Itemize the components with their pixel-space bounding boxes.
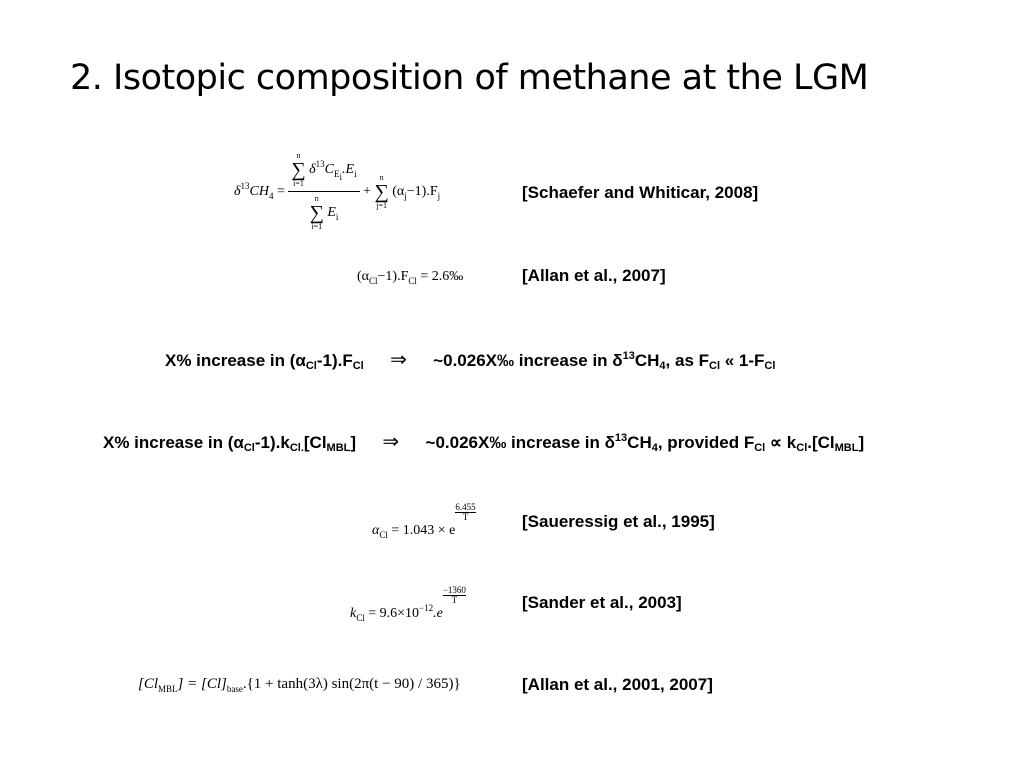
statement-fcl: X% increase in $(\alpha_{Cl}-1).F_{Cl}$ ⇒ ~0.026X‰ increase in $\delta^{13}CH_4$, as $F_{Cl}$ « $1-F_{Cl}$ <box>165 349 776 372</box>
slide-title: 2. Isotopic composition of methane at the LGM <box>70 58 869 98</box>
citation-sander-2003: [Sander et al., 2003] <box>522 593 682 612</box>
citation-saueressig-1995: [Saueressig et al., 1995] <box>522 512 715 531</box>
citation-schaefer-whiticar: [Schaefer and Whiticar, 2008] <box>522 183 759 202</box>
equation-k-cl: $k_{Cl} = 9.6\times 10^{-12}.e$ $\frac{-1360}{T}$ <box>350 585 466 623</box>
citation-allan-2007: [Allan et al., 2007] <box>522 266 666 285</box>
implies-arrow-icon: ⇒ <box>390 349 407 371</box>
implies-arrow-icon: ⇒ <box>382 431 400 453</box>
equation-fraction: n ∑ i=1 $\delta^{13}C_{Ei}.E_i$ n ∑ i=1 $E_i$ <box>288 152 359 231</box>
statement-kcl: X% increase in $(\alpha_{Cl}-1).k_{Cl.}[Cl_{MBL}]$ ⇒ ~0.026X‰ increase in $\delta^{13}CH_4$, provided $F_{Cl} \propto k_{Cl}.[Cl_{MBL}]$ <box>103 431 865 454</box>
equation-alpha-cl: $\alpha_{Cl} = 1.043 \times e$ $\frac{6.455}{T}$ <box>372 502 476 540</box>
equation-alpha-f: $(\alpha_{Cl}-1).F_{Cl}$ = 2.6‰ <box>357 269 464 286</box>
equation-delta13ch4: $\delta^{13}CH_4$ = n ∑ i=1 $\delta^{13}C_{Ei}.E_i$ n ∑ i=1 $E_i$ + n ∑ j=1 $(\alpha_j-1).F_j$ <box>234 151 441 231</box>
equation-cl-mbl: $[Cl_{MBL}] = [Cl]_{base}.\{1 + \tanh(3\lambda) \sin(2\pi(t - 90) / 365)\}$ <box>138 676 461 694</box>
citation-allan-2001-2007: [Allan et al., 2001, 2007] <box>522 675 713 694</box>
